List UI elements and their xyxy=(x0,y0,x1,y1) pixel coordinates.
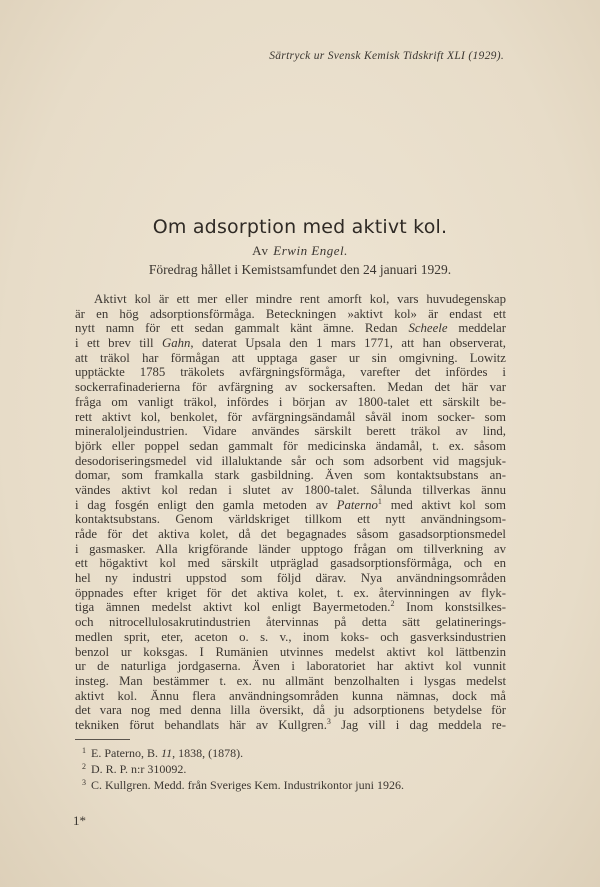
text-run: C. Kullgren. Medd. från Sveriges Kem. Industrikontor juni 1926. xyxy=(91,778,404,792)
text-run: rett aktivt kol, benkolet, för avfärgningsändamål såväl inom socker- som xyxy=(75,409,506,424)
text-run: Inom konstsilkes- xyxy=(394,600,506,615)
footnote-reference: 3 xyxy=(326,716,331,726)
text-line xyxy=(75,645,506,660)
text-line xyxy=(75,718,506,733)
text-line xyxy=(75,512,506,527)
text-line xyxy=(75,351,506,366)
text-run: desodoriseringsmedel vid illaluktande sår och som adsorbent vid magsjuk- xyxy=(75,453,506,468)
text-run: sockerrafinaderierna för avfärgning av sockersaften. Medan det här var xyxy=(75,380,506,395)
text-run: Jag vill i dag meddela re- xyxy=(330,717,506,732)
text-run: insteg. Man bestämmer t. ex. nu allmänt benzolhalten i lysgas medelst xyxy=(75,673,506,688)
footnote xyxy=(82,745,404,761)
text-line xyxy=(75,556,506,571)
text-run: fråga om vanligt träkol, infördes i början av 1800-talet ett särskilt be- xyxy=(75,394,506,409)
footnote-mark: 2 xyxy=(82,762,86,771)
footnote xyxy=(82,777,404,793)
text-run: kontaktsubstans. Genom världskriget tillkom ett nytt användningsom- xyxy=(75,512,506,527)
text-run: meddelar xyxy=(447,321,506,336)
text-run: i gasmasker. Alla krigförande länder upptogo frågan om tillverkning av xyxy=(75,541,506,556)
footnote-mark: 3 xyxy=(82,778,86,787)
text-run: , daterat Upsala den 1 mars 1771, att han observerat, xyxy=(190,336,506,351)
text-run: tekniken förut behandlats här av Kullgren. xyxy=(75,717,327,732)
body-text xyxy=(75,292,506,733)
text-line xyxy=(75,439,506,454)
text-line xyxy=(75,454,506,469)
text-line xyxy=(75,571,506,586)
author-name: Erwin Engel. xyxy=(273,243,348,258)
text-run: i dag fosgén enligt den gamla metoden av xyxy=(75,497,337,512)
text-run: råde för det aktiva kolet, då det begagnades såsom gasadsorptionsmedel xyxy=(75,527,506,541)
text-line xyxy=(75,307,506,322)
text-run: och nitrocellulosakrutindustrien återvinnas på detta sätt gelatinerings- xyxy=(75,615,506,630)
text-line xyxy=(75,630,506,645)
text-run: tiga ämnen medelst aktivt kol enligt Bayermetoden. xyxy=(75,600,391,615)
text-run: benzol ur koksgas. I Rumänien utvinnes medelst aktivt kol lättbenzin xyxy=(75,644,506,659)
text-line xyxy=(75,395,506,410)
text-line xyxy=(75,410,506,425)
text-run: i ett brev till xyxy=(75,336,162,351)
text-line xyxy=(75,498,506,513)
text-run: aktivt kol. Ännu flera användningsområden kunna nämnas, dock må xyxy=(75,688,506,703)
text-run: Aktivt kol är ett mer eller mindre rent amorft kol, vars huvudegenskap xyxy=(94,292,506,306)
text-line xyxy=(75,424,506,439)
text-run: björk eller poppel sedan gammalt för medicinska ändamål, t. ex. såsom xyxy=(75,438,506,453)
running-head: Särtryck ur Svensk Kemisk Tidskrift XLI (1929). xyxy=(269,50,504,62)
text-line xyxy=(75,659,506,674)
footnotes xyxy=(82,745,404,793)
text-run: vändes aktivt kol redan i slutet av 1800-talet. Sålunda tillverkas ännu xyxy=(75,482,506,497)
text-run: medlen sprit, eter, aceton o. s. v., inom koks- och gasverksindustrien xyxy=(75,629,506,644)
italic-text: 11 xyxy=(161,746,173,760)
signature-mark: 1* xyxy=(73,813,86,828)
text-line xyxy=(75,600,506,615)
text-line xyxy=(75,615,506,630)
text-line xyxy=(75,483,506,498)
text-line xyxy=(75,365,506,380)
text-line xyxy=(75,380,506,395)
text-line xyxy=(75,542,506,557)
text-line xyxy=(75,586,506,601)
italic-text: Paterno xyxy=(336,497,378,512)
footnote-reference: 1 xyxy=(377,496,382,506)
lecture-note: Föredrag hållet i Kemistsamfundet den 24 januari 1929. xyxy=(148,262,452,277)
text-run: är en hög adsorptionsförmåga. Beteckningen »aktivt kol» är endast ett xyxy=(75,306,506,321)
italic-text: Gahn xyxy=(161,336,191,351)
text-line xyxy=(75,674,506,689)
text-run: mineraloljeindustrien. Vidare användes särskilt berett träkol av lind, xyxy=(75,424,506,439)
text-run: ett högaktivt kol med särskilt utpräglad gasadsorptionsförmåga, och en xyxy=(75,556,506,571)
byline-prefix: Av xyxy=(252,243,270,258)
text-run: D. R. P. n:r 310092. xyxy=(91,762,187,776)
text-run: det vara nog med denna lilla översikt, då ju adsorptionens betydelse för xyxy=(75,703,506,718)
byline xyxy=(0,243,600,259)
text-run: nytt namn för ett sedan gammalt känt ämne. Redan xyxy=(75,321,409,336)
text-run: domar, som framkalla stark gasbildning. Även som kontaktsubstans an- xyxy=(75,468,506,483)
text-line xyxy=(75,689,506,704)
text-run: , 1838, (1878). xyxy=(172,746,244,760)
text-run: hel ny industri uppstod som följd därav. Nya användningsområden xyxy=(75,571,506,586)
italic-text: Scheele xyxy=(408,321,448,336)
text-run: E. Paterno, B. xyxy=(91,746,161,760)
article-title: Om adsorption med aktivt kol. xyxy=(152,216,448,238)
text-line xyxy=(75,703,506,718)
text-line xyxy=(75,292,506,307)
footnote-reference: 2 xyxy=(390,599,395,609)
text-line xyxy=(75,336,506,351)
footnote-mark: 1 xyxy=(82,746,86,755)
footnote-rule xyxy=(75,739,130,740)
text-run: öppnades efter kriget för det aktiva kolet, t. ex. återvinningen av flyk- xyxy=(75,585,506,600)
text-run: upptäckte 1785 träkolets avfärgningsförmåga, varefter det infördes i xyxy=(75,365,506,380)
text-line xyxy=(75,321,506,336)
footnote xyxy=(82,761,404,777)
text-run: med aktivt kol som xyxy=(381,497,506,512)
text-run: att träkol har förmågan att upptaga gaser ur sin omgivning. Lowitz xyxy=(75,350,506,365)
text-line xyxy=(75,468,506,483)
text-line xyxy=(75,527,506,542)
text-run: ur de naturliga jordgaserna. Även i laboratoriet har aktivt kol vunnit xyxy=(75,659,506,674)
